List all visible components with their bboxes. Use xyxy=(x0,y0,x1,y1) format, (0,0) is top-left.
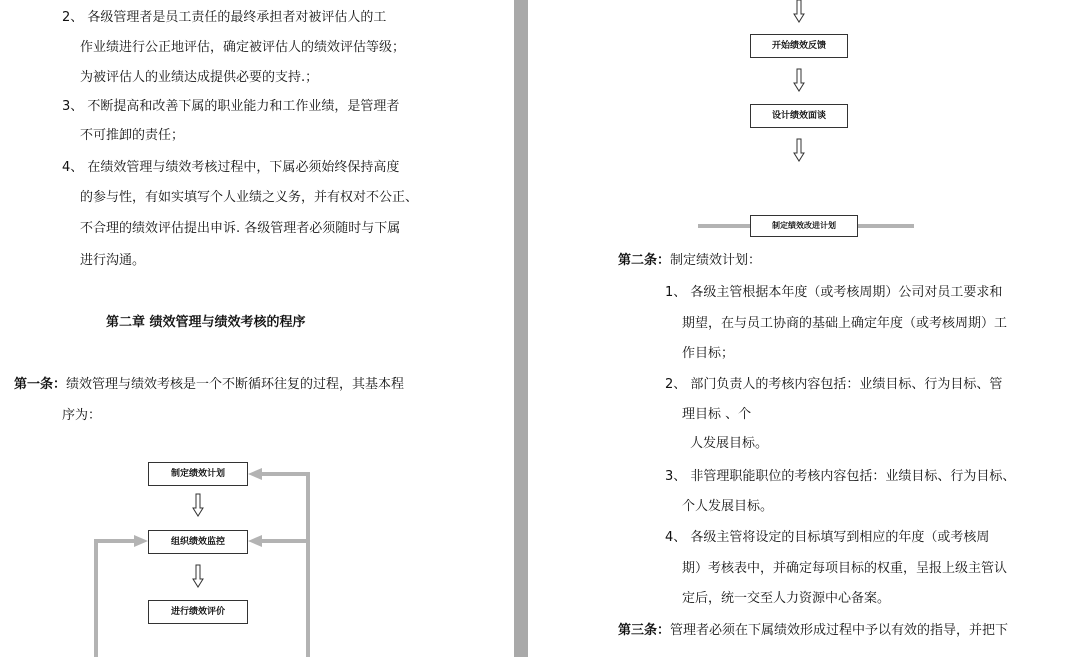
article-label: 第二条： xyxy=(618,253,671,268)
article-label: 第一条： xyxy=(14,377,67,392)
list-item: 2、 各级管理者是员工责任的最终承担者对被评估人的工 xyxy=(62,10,387,25)
article-label: 第三条： xyxy=(618,623,671,638)
right-page xyxy=(528,0,1080,657)
page-gutter xyxy=(514,0,528,657)
list-item: 1、 各级主管根据本年度（或考核周期）公司对员工要求和 xyxy=(665,285,1003,300)
article-2 xyxy=(618,252,761,270)
arrow-down-icon xyxy=(793,0,805,23)
arrow-down-icon xyxy=(192,493,204,517)
list-item-cont: 个人发展目标。 xyxy=(682,499,774,514)
list-item-cont: 人发展目标。 xyxy=(690,436,769,451)
flow-box-interview: 设计绩效面谈 xyxy=(750,104,848,128)
list-item: 3、 不断提高和改善下属的职业能力和工作业绩，是管理者 xyxy=(62,99,400,114)
list-item-cont: 理目标 、个 xyxy=(682,407,752,422)
list-item-cont: 的参与性，有如实填写个人业绩之义务，并有权对不公正、 xyxy=(80,190,419,205)
list-item-cont: 进行沟通。 xyxy=(80,253,146,268)
list-item-cont: 定后，统一交至人力资源中心备案。 xyxy=(682,591,891,606)
flow-box-evaluate: 进行绩效评价 xyxy=(148,600,248,624)
list-item-cont: 作目标； xyxy=(682,346,735,361)
article-1 xyxy=(14,376,404,394)
article-3 xyxy=(618,622,1008,640)
chapter-title: 第二章 绩效管理与绩效考核的程序 xyxy=(106,315,306,330)
flow-box-improve: 制定绩效改进计划 xyxy=(750,215,858,237)
article-text: 制定绩效计划： xyxy=(670,253,762,268)
arrow-down-icon xyxy=(192,564,204,588)
list-item: 3、 非管理职能职位的考核内容包括：业绩目标、行为目标、 xyxy=(665,469,1016,484)
list-item-cont: 为被评估人的业绩达成提供必要的支持.； xyxy=(80,70,319,85)
arrow-down-icon xyxy=(793,68,805,92)
list-item-cont: 作业绩进行公正地评估，确定被评估人的绩效评估等级； xyxy=(80,40,406,55)
flow-box-monitor: 组织绩效监控 xyxy=(148,530,248,554)
flow-box-plan: 制定绩效计划 xyxy=(148,462,248,486)
article-text: 管理者必须在下属绩效形成过程中予以有效的指导，并把下 xyxy=(670,623,1009,638)
list-item: 4、 各级主管将设定的目标填写到相应的年度（或考核周 xyxy=(665,530,990,545)
list-item: 4、 在绩效管理与绩效考核过程中，下属必须始终保持高度 xyxy=(62,160,400,175)
article-1-cont: 序为： xyxy=(62,408,102,423)
list-item-cont: 期）考核表中，并确定每项目标的权重，呈报上级主管认 xyxy=(682,561,1008,576)
arrow-down-icon xyxy=(793,138,805,162)
article-text: 绩效管理与绩效考核是一个不断循环往复的过程，其基本程 xyxy=(66,377,405,392)
list-item-cont: 不可推卸的责任； xyxy=(80,128,185,143)
flow-box-feedback: 开始绩效反馈 xyxy=(750,34,848,58)
list-item-cont: 不合理的绩效评估提出申诉. 各级管理者必须随时与下属 xyxy=(80,221,401,236)
list-item-cont: 期望，在与员工协商的基础上确定年度（或考核周期）工 xyxy=(682,316,1008,331)
list-item: 2、 部门负责人的考核内容包括：业绩目标、行为目标、管 xyxy=(665,377,1003,392)
left-page xyxy=(0,0,514,657)
